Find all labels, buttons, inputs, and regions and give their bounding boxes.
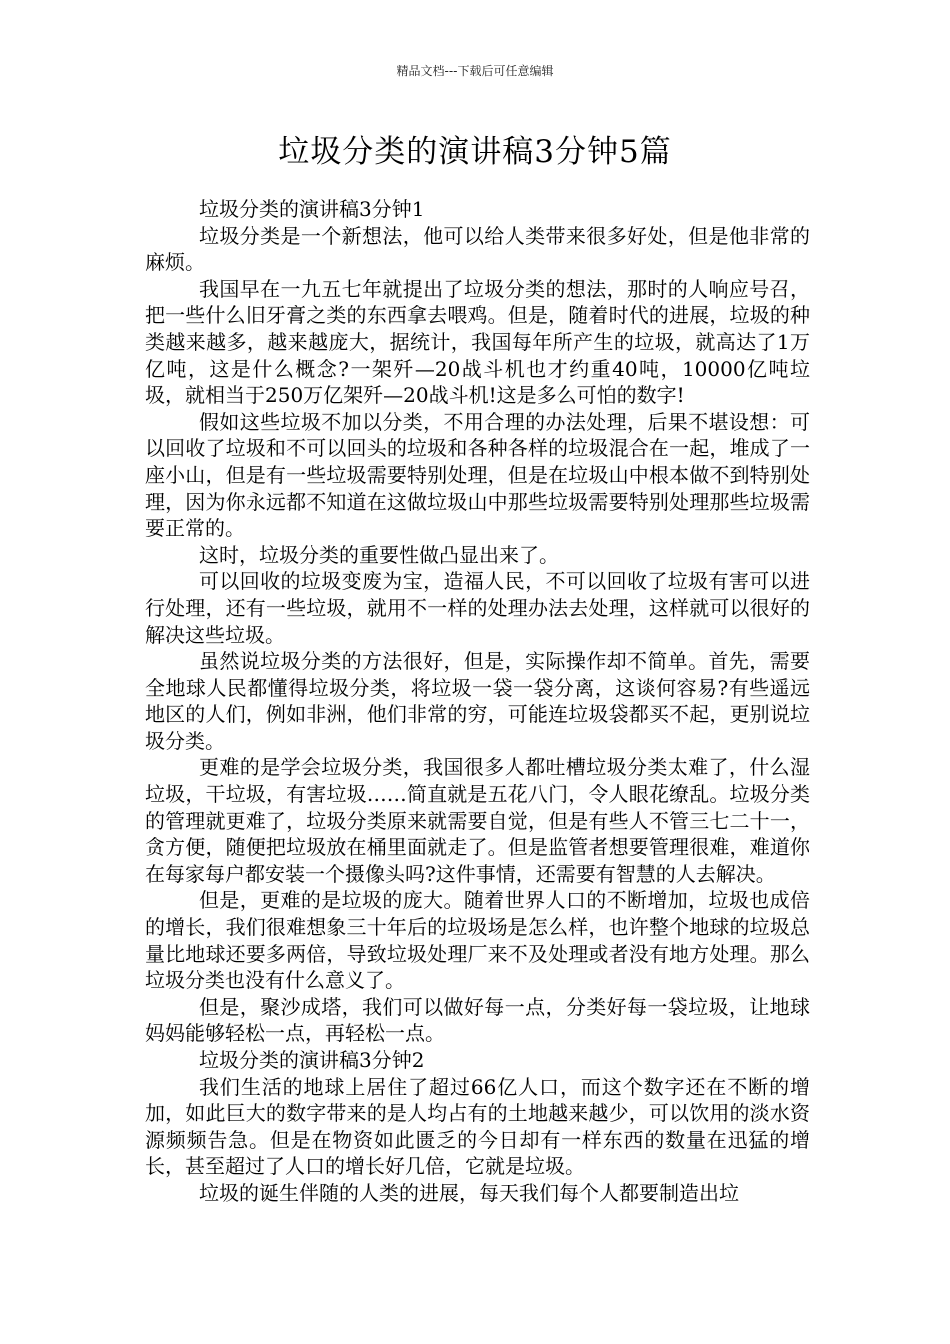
paragraph: 但是，聚沙成塔，我们可以做好每一点，分类好每一袋垃圾，让地球妈妈能够轻松一点，再轻松一点。 — [145, 994, 810, 1046]
paragraph: 垃圾的诞生伴随的人类的进展，每天我们每个人都要制造出垃 — [199, 1180, 739, 1205]
paragraph: 但是，更难的是垃圾的庞大。随着世界人口的不断增加，垃圾也成倍的增长，我们很难想象三十年后的垃圾场是怎么样，也许整个地球的垃圾总量比地球还要多两倍，导致垃圾处理厂来不及处理或者没有地方处理。那么垃圾分类也没有什么意义了。 — [145, 888, 810, 993]
paragraph: 虽然说垃圾分类的方法很好，但是，实际操作却不简单。首先，需要全地球人民都懂得垃圾分类，将垃圾一袋一袋分离，这谈何容易?有些遥远地区的人们，例如非洲，他们非常的穷，可能连垃圾袋都买不起，更别说垃圾分类。 — [145, 649, 810, 753]
paragraph: 我国早在一九五七年就提出了垃圾分类的想法，那时的人响应号召，把一些什么旧牙膏之类的东西拿去喂鸡。但是，随着时代的进展，垃圾的种类越来越多，越来越庞大，据统计，我国每年所产生的垃圾，就高达了1万亿吨，这是什么概念?一架歼—20战斗机也才约重40吨，10000亿吨垃圾，就相当于250万亿架歼—20战斗机!这是多么可怕的数字! — [145, 276, 810, 408]
paragraph: 假如这些垃圾不加以分类，不用合理的办法处理，后果不堪设想：可以回收了垃圾和不可以回头的垃圾和各种各样的垃圾混合在一起，堆成了一座小山，但是有一些垃圾需要特别处理，但是在垃圾山中根本做不到特别处理，因为你永远都不知道在这做垃圾山中那些垃圾需要特别处理那些垃圾需要正常的。 — [145, 409, 810, 541]
paragraph: 我们生活的地球上居住了超过66亿人口，而这个数字还在不断的增加，如此巨大的数字带来的是人均占有的土地越来越少，可以饮用的淡水资源频频告急。但是在物资如此匮乏的今日却有一样东西的数量在迅猛的增长，甚至超过了人口的增长好几倍，它就是垃圾。 — [145, 1074, 810, 1179]
document-body — [145, 196, 810, 1207]
paragraph: 更难的是学会垃圾分类，我国很多人都吐槽垃圾分类太难了，什么湿垃圾，干垃圾，有害垃圾……简直就是五花八门，令人眼花缭乱。垃圾分类的管理就更难了，垃圾分类原来就需要自觉，但是有些人不管三七二十一，贪方便，随便把垃圾放在桶里面就走了。但是监管者想要管理很难，难道你在每家每户都安装一个摄像头吗?这件事情，还需要有智慧的人去解决。 — [145, 755, 810, 886]
paragraph: 垃圾分类是一个新想法，他可以给人类带来很多好处，但是他非常的麻烦。 — [145, 223, 810, 275]
header-note: 精品文档---下载后可任意编辑 — [396, 64, 554, 78]
paragraph: 这时，垃圾分类的重要性做凸显出来了。 — [199, 542, 559, 567]
section-heading-1: 垃圾分类的演讲稿3分钟1 — [199, 197, 425, 221]
paragraph: 可以回收的垃圾变废为宝，造福人民，不可以回收了垃圾有害可以进行处理，还有一些垃圾，就用不一样的处理办法去处理，这样就可以很好的解决这些垃圾。 — [145, 569, 810, 647]
section-heading-2: 垃圾分类的演讲稿3分钟2 — [199, 1048, 425, 1072]
document-title: 垃圾分类的演讲稿3分钟5篇 — [278, 134, 672, 170]
